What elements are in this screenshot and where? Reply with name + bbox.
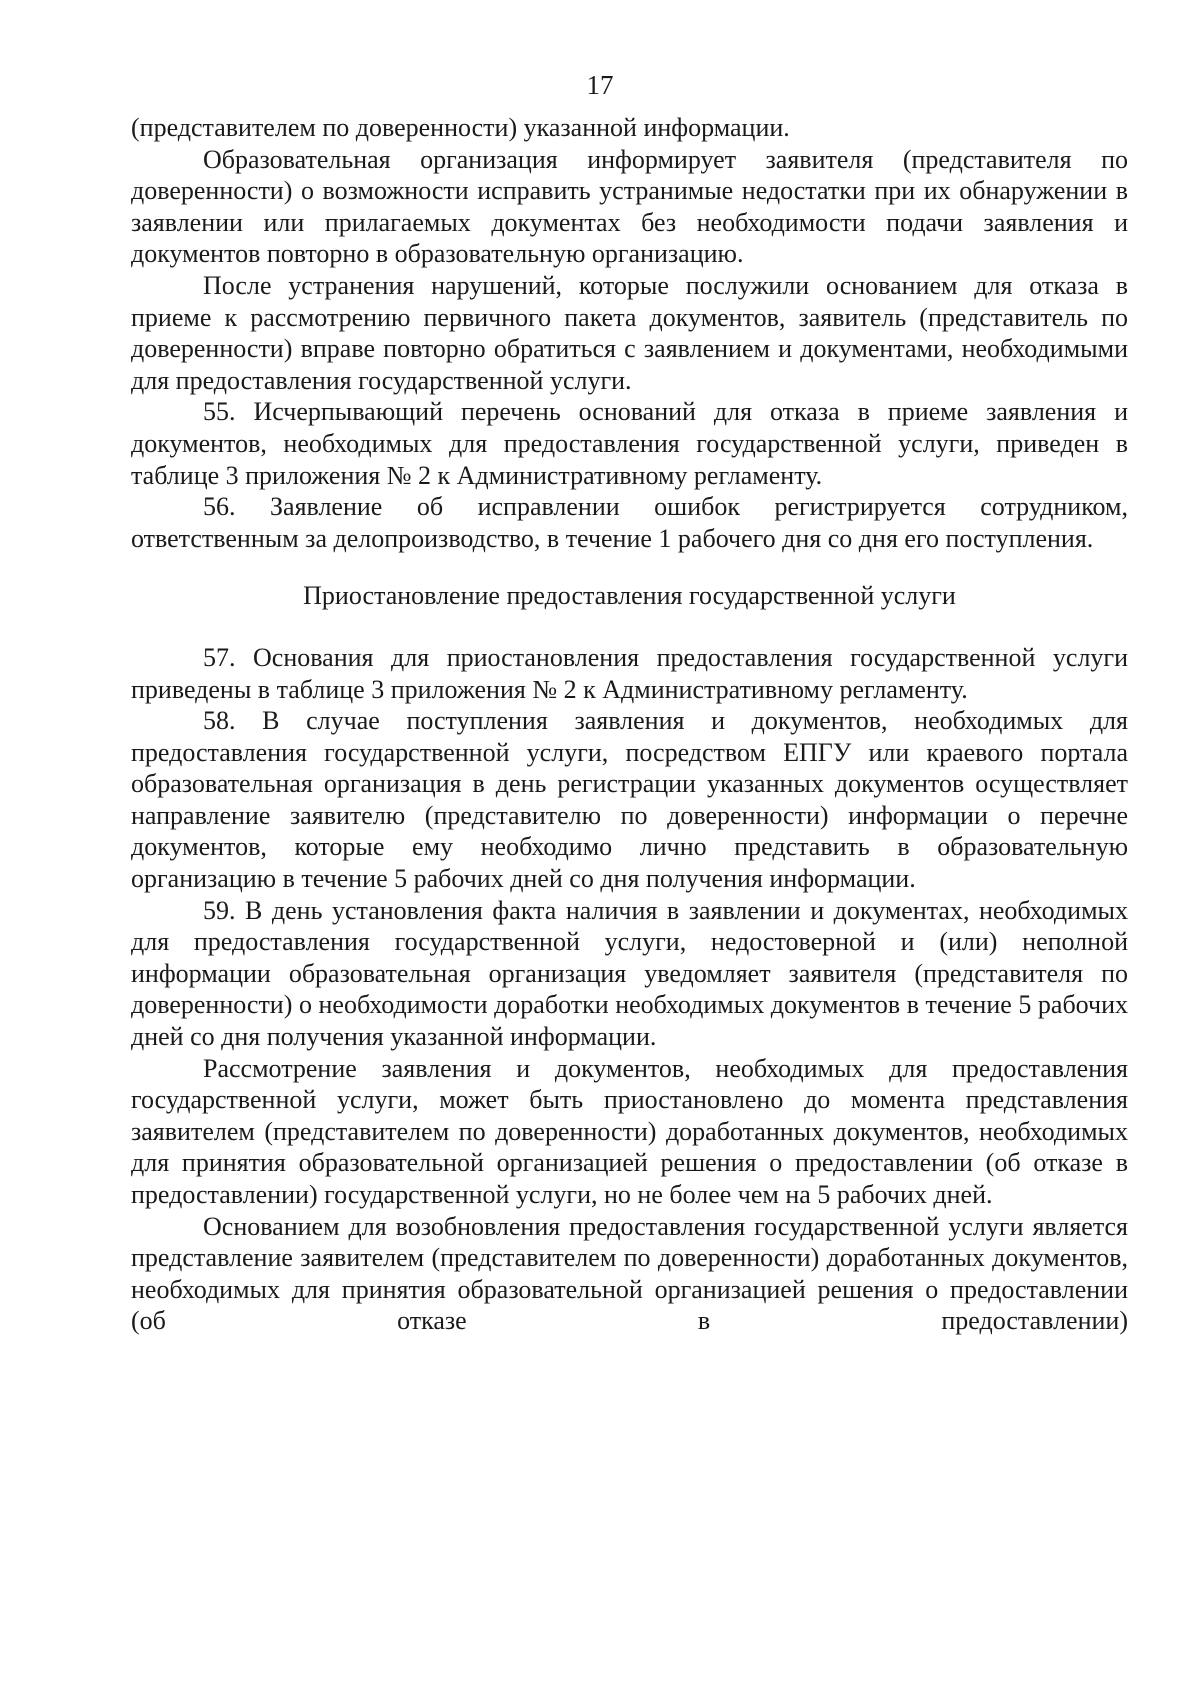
paragraph: После устранения нарушений, которые послужили основанием для отказа в приеме к рассмотрению первичного пакета документов, заявитель (представитель по доверенности) вправе повторно обратиться с заявлением и документами, необходимыми для предоставления государственной услуги.	[131, 270, 1128, 395]
paragraph: Образовательная организация информирует заявителя (представителя по доверенности) о возможности исправить устранимые недостатки при их обнаружении в заявлении или прилагаемых документах без необходимости подачи заявления и документов повторно в образовательную организацию.	[131, 144, 1128, 269]
paragraph: Рассмотрение заявления и документов, необходимых для предоставления государственной услуги, может быть приостановлено до момента представления заявителем (представителем по доверенности) доработанных документов, необходимых для принятия образовательной организацией решения о предоставлении (об отказе в предоставлении) государственной услуги, но не более чем на 5 рабочих дней.	[131, 1053, 1128, 1209]
document-body	[131, 112, 1128, 1337]
paragraph-58: 58. В случае поступления заявления и документов, необходимых для предоставления государственной услуги, посредством ЕПГУ или краевого портала образовательная организация в день регистрации указанных документов осуществляет направление заявителю (представителю по доверенности) информации о перечне документов, которые ему необходимо лично представить в образовательную организацию в течение 5 рабочих дней со дня получения информации.	[131, 706, 1128, 894]
section-heading: Приостановление предоставления государственной услуги	[303, 581, 956, 611]
paragraph-56: 56. Заявление об исправлении ошибок регистрируется сотрудником, ответственным за делопроизводство, в течение 1 рабочего дня со дня его поступления.	[131, 492, 1128, 553]
page-number: 17	[586, 70, 614, 100]
paragraph-continuation: (представителем по доверенности) указанной информации.	[131, 113, 790, 142]
paragraph-57: 57. Основания для приостановления предоставления государственной услуги приведены в таблице 3 приложения № 2 к Административному регламенту.	[131, 642, 1128, 704]
paragraph-continues: Основанием для возобновления предоставления государственной услуги является представление заявителем (представителем по доверенности) доработанных документов, необходимых для принятия образовательной организацией решения о предоставлении (об отказе в предоставлении)	[131, 1211, 1128, 1336]
paragraph-59: 59. В день установления факта наличия в заявлении и документах, необходимых для предоставления государственной услуги, недостоверной и (или) неполной информации образовательная организация уведомляет заявителя (представителя по доверенности) о необходимости доработки необходимых документов в течение 5 рабочих дней со дня получения указанной информации.	[131, 895, 1128, 1052]
paragraph-55: 55. Исчерпывающий перечень оснований для отказа в приеме заявления и документов, необходимых для предоставления государственной услуги, приведен в таблице 3 приложения № 2 к Административному регламенту.	[131, 397, 1128, 490]
